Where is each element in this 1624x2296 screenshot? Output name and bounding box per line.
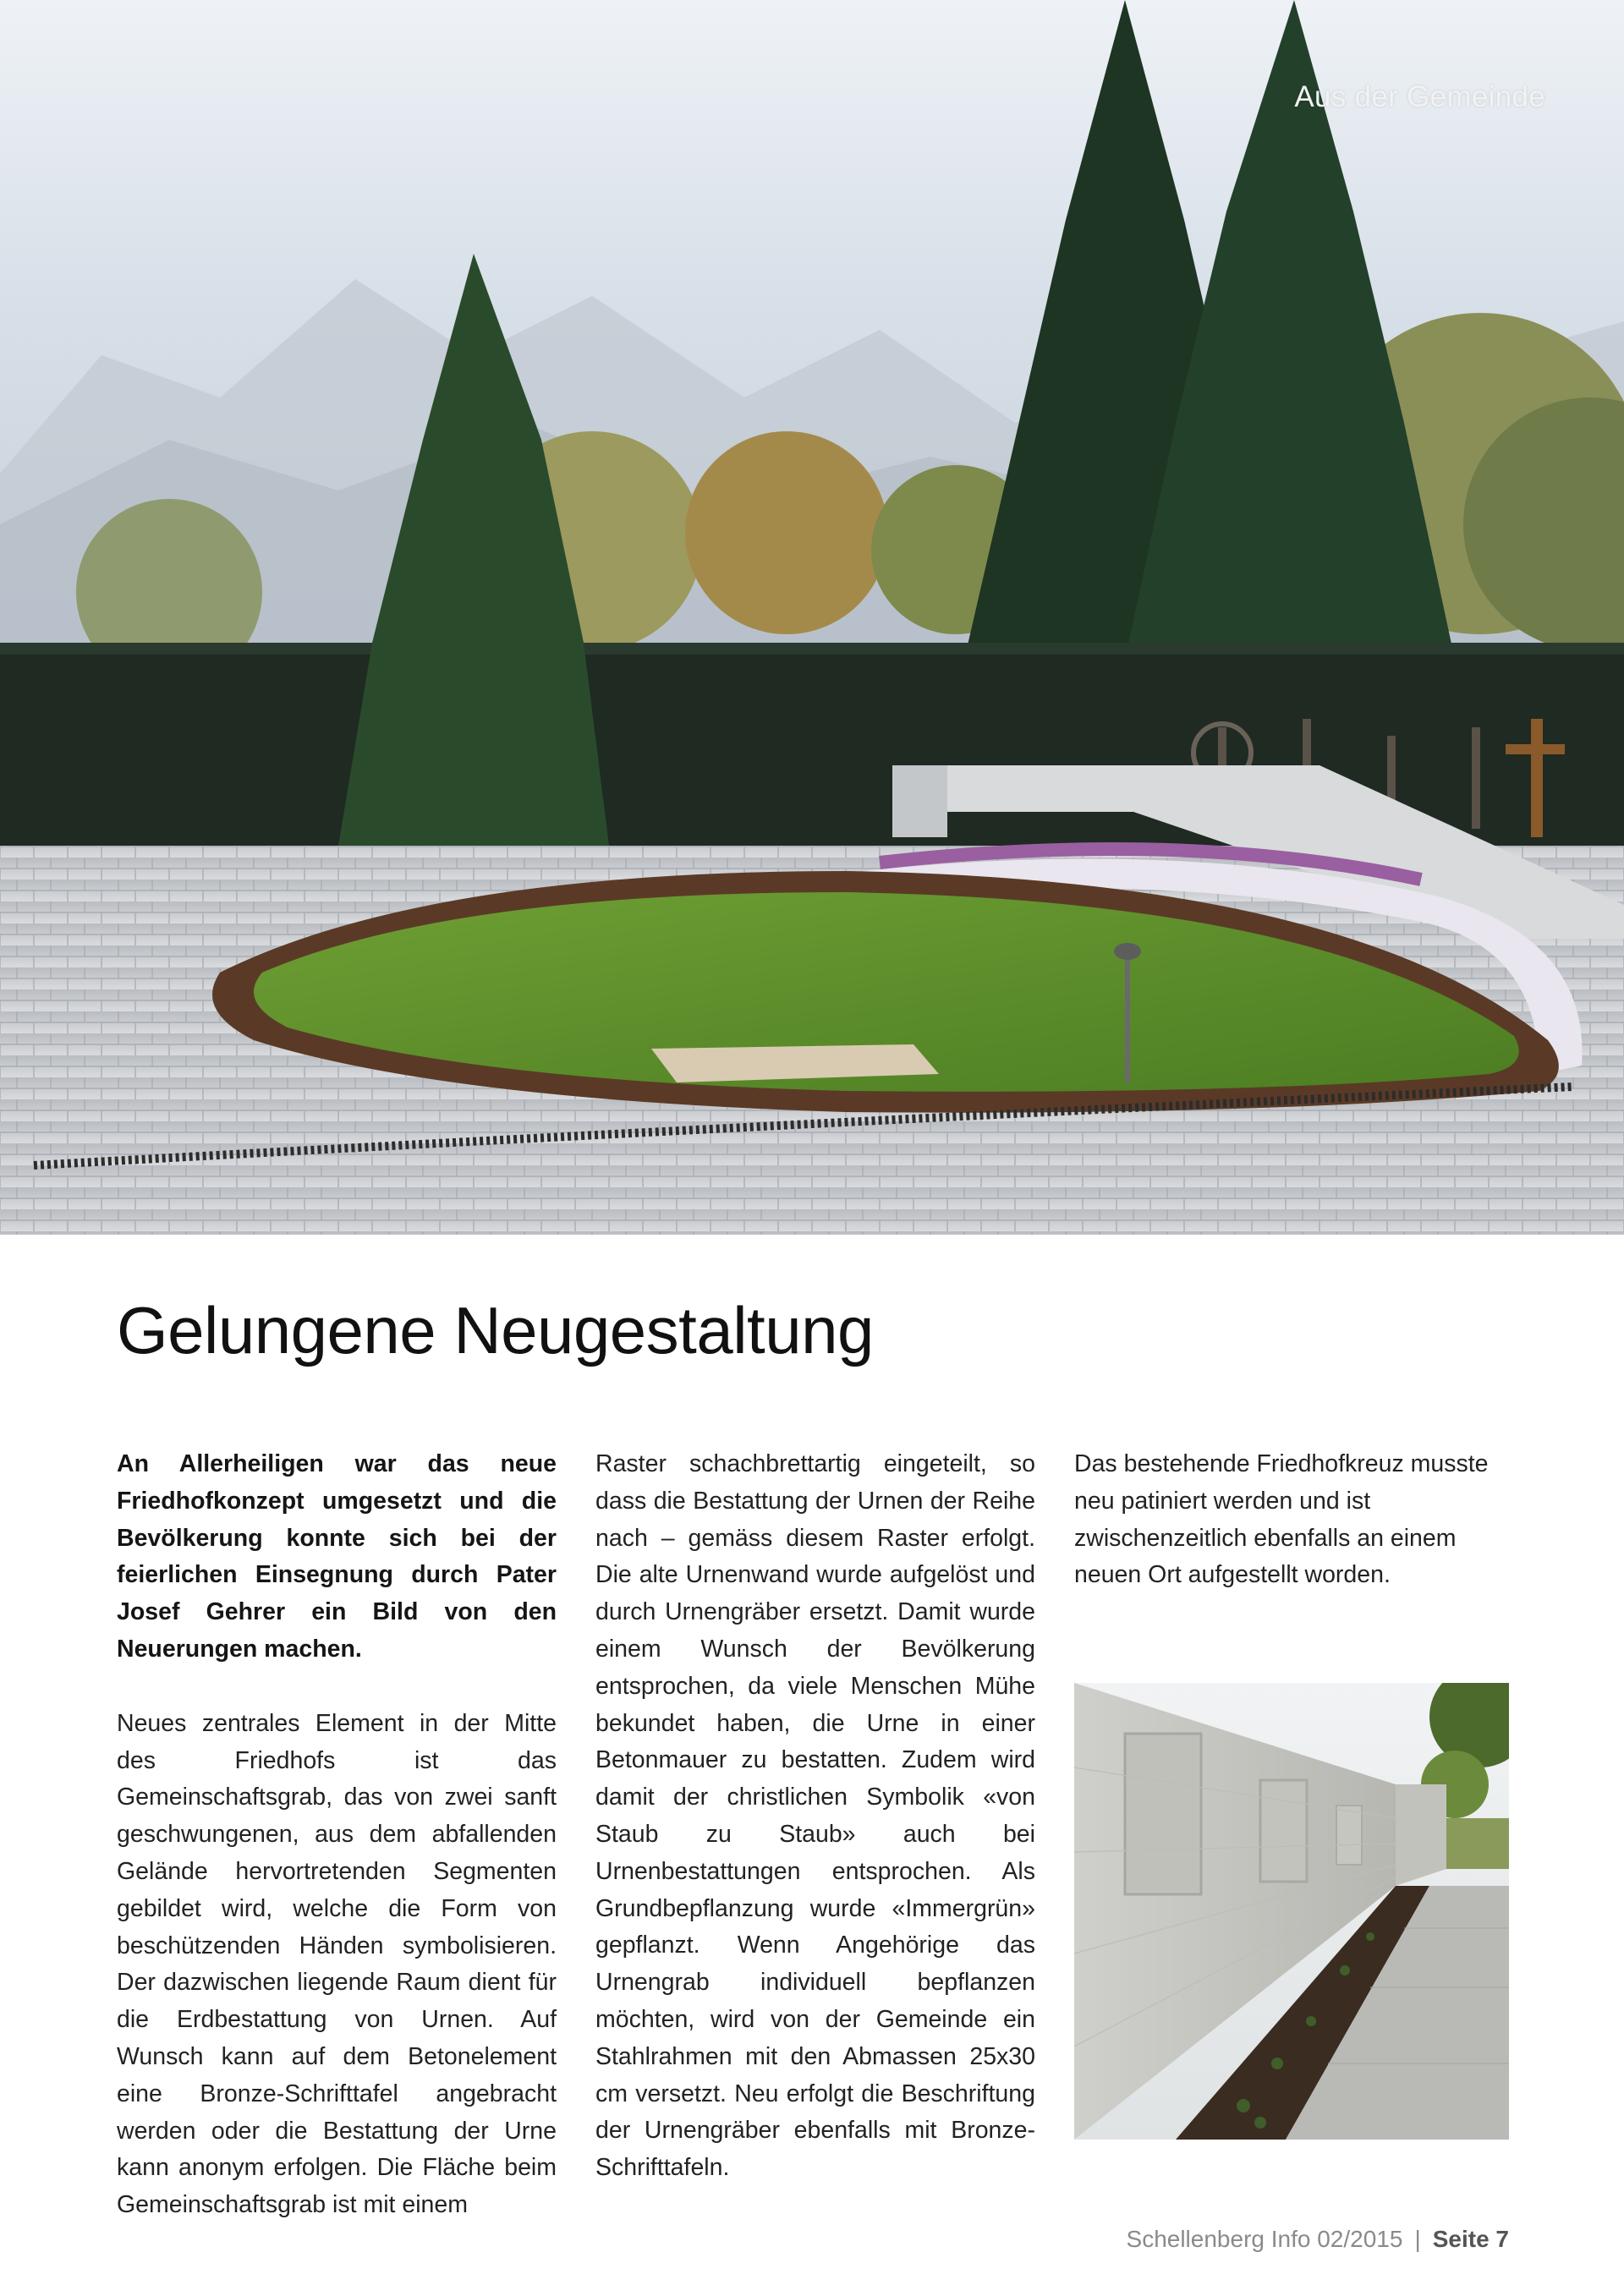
footer-separator: | [1414,2226,1421,2252]
page-number: Seite 7 [1432,2226,1509,2252]
article-column-2 [595,1446,1035,2187]
publication-name: Schellenberg Info 02/2015 [1126,2226,1403,2252]
article-column-3 [1074,1446,1514,1594]
paragraph-gap [117,1669,557,1706]
article-column-1 [117,1446,557,2224]
article-body-1: Neues zentrales Element in der Mitte des Friedhofs ist das Gemeinschaftsgrab, das von zwei sanft geschwungenen, aus dem abfallenden Gelände hervortretenden Segmenten gebildet wird, welche die Form von beschützenden Händen symbolisieren. Der dazwischen liegende Raum dient für die Erdbestattung von Urnen. Auf Wunsch kann auf dem Betonelement eine Bronze-Schrifttafel angebracht werden oder die Bestattung der Urne kann anonym erfolgen. Die Fläche beim Gemeinschaftsgrab ist mit einem [117,1709,557,2219]
concrete-wall-illustration [1074,1683,1509,2140]
article-body-3: Das bestehende Friedhofkreuz musste neu patiniert werden und ist zwischenzeitlich ebenfalls an einem neuen Ort aufgestellt worden. [1074,1450,1489,1589]
article-body-2: Raster schachbrettartig eingeteilt, so dass die Bestattung der Urnen der Reihe nach – gemäss diesem Raster erfolgt. Die alte Urnenwand wurde aufgelöst und durch Urnengräber ersetzt. Damit wurde einem Wunsch der Bevölkerung entsprochen, da viele Menschen Mühe bekundet haben, die Urne in einer Betonmauer zu bestatten. Zudem wird damit der christlichen Symbolik «von Staub zu Staub» auch bei Urnenbestattungen entsprochen. Als Grundbepflanzung wurde «Immergrün» gepflanzt. Wenn Angehörige das Urnengrab individuell bepflanzen möchten, wird von der Gemeinde ein Stahlrahmen mit den Abmassen 25x30 cm versetzt. Neu erfolgt die Beschriftung der Urnengräber ebenfalls mit Bronze-Schrifttafeln. [595,1450,1035,2182]
side-photo [1074,1683,1509,2140]
section-label: Aus der Gemeinde [1294,80,1545,113]
article-lead: An Allerheiligen war das neue Friedhofkonzept umgesetzt und die Bevölkerung konnte sich bei der feierlichen Einsegnung durch Pater Josef Gehrer ein Bild von den Neuerungen machen. [117,1450,557,1663]
page-footer [1127,2226,1509,2253]
article-title: Gelungene Neugestaltung [117,1293,874,1367]
